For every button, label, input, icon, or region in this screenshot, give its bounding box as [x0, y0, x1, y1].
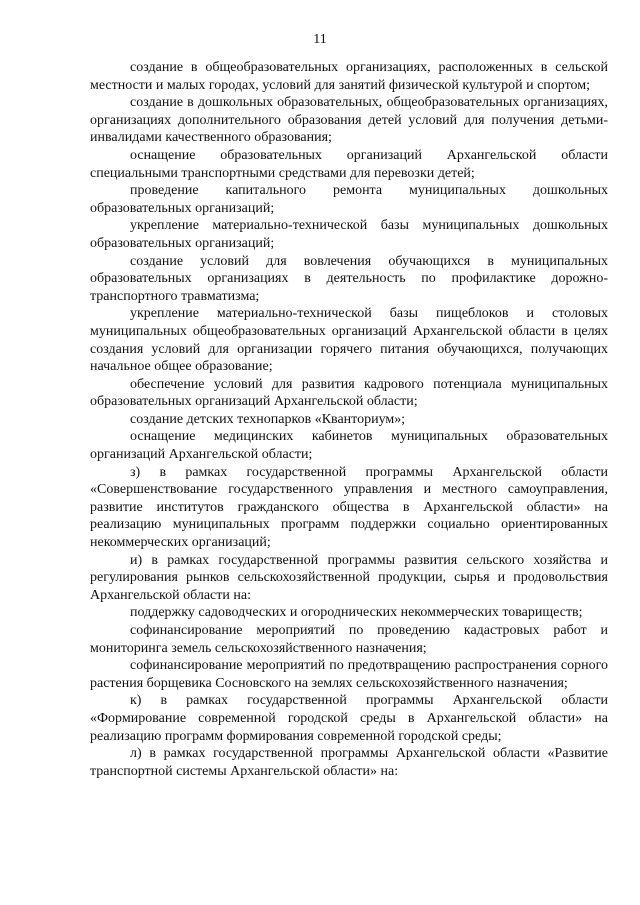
paragraph: укрепление материально-технической базы муниципальных дошкольных образовательных организаций;	[90, 218, 608, 251]
paragraph: з) в рамках государственной программы Архангельской области «Совершенствование государственного управления и местного самоуправления, развитие институтов гражданского общества в Архангельской области» на реализацию муниципальных программ поддержки социально ориентированных некоммерческих организаций;	[90, 464, 608, 551]
paragraph: создание детских технопарков «Кванториум»;	[130, 411, 406, 427]
paragraph: создание в дошкольных образовательных, общеобразовательных организациях, организациях дополнительного образования детей условий для получения детьми-инвалидами качественного образования;	[90, 95, 608, 146]
paragraph: проведение капитального ремонта муниципальных дошкольных образовательных организаций;	[90, 183, 608, 216]
paragraph: поддержку садоводческих и огороднических некоммерческих товариществ;	[130, 605, 583, 621]
paragraph: л) в рамках государственной программы Архангельской области «Развитие транспортной системы Архангельской области» на:	[90, 746, 608, 779]
paragraph: создание условий для вовлечения обучающихся в муниципальных образовательных организациях в деятельность по профилактике дорожно-транспортного травматизма;	[90, 253, 608, 304]
paragraph: софинансирование мероприятий по предотвращению распространения сорного растения борщевика Сосновского на землях сельскохозяйственного назначения;	[90, 658, 608, 691]
paragraph: создание в общеобразовательных организациях, расположенных в сельской местности и малых городах, условий для занятий физической культурой и спортом;	[90, 60, 608, 93]
document-body	[90, 59, 608, 780]
paragraph: к) в рамках государственной программы Архангельской области «Формирование современной городской среды в Архангельской области» на реализацию программ формирования современной городской среды;	[90, 693, 608, 744]
paragraph: оснащение медицинских кабинетов муниципальных образовательных организаций Архангельской области;	[90, 429, 608, 463]
paragraph: оснащение образовательных организаций Архангельской области специальными транспортными средствами для перевозки детей;	[90, 147, 608, 181]
page-number: 11	[313, 32, 327, 47]
paragraph: и) в рамках государственной программы развития сельского хозяйства и регулирования рынков сельскохозяйственной продукции, сырья и продовольствия Архангельской области на:	[90, 552, 608, 603]
paragraph: укрепление материально-технической базы пищеблоков и столовых муниципальных общеобразовательных организаций Архангельской области в целях создания условий для организации горячего питания обучающихся, получающих начальное общее образование;	[90, 306, 608, 375]
paragraph: обеспечение условий для развития кадрового потенциала муниципальных образовательных организаций Архангельской области;	[90, 376, 608, 410]
paragraph: софинансирование мероприятий по проведению кадастровых работ и мониторинга земель сельскохозяйственного назначения;	[90, 623, 608, 656]
